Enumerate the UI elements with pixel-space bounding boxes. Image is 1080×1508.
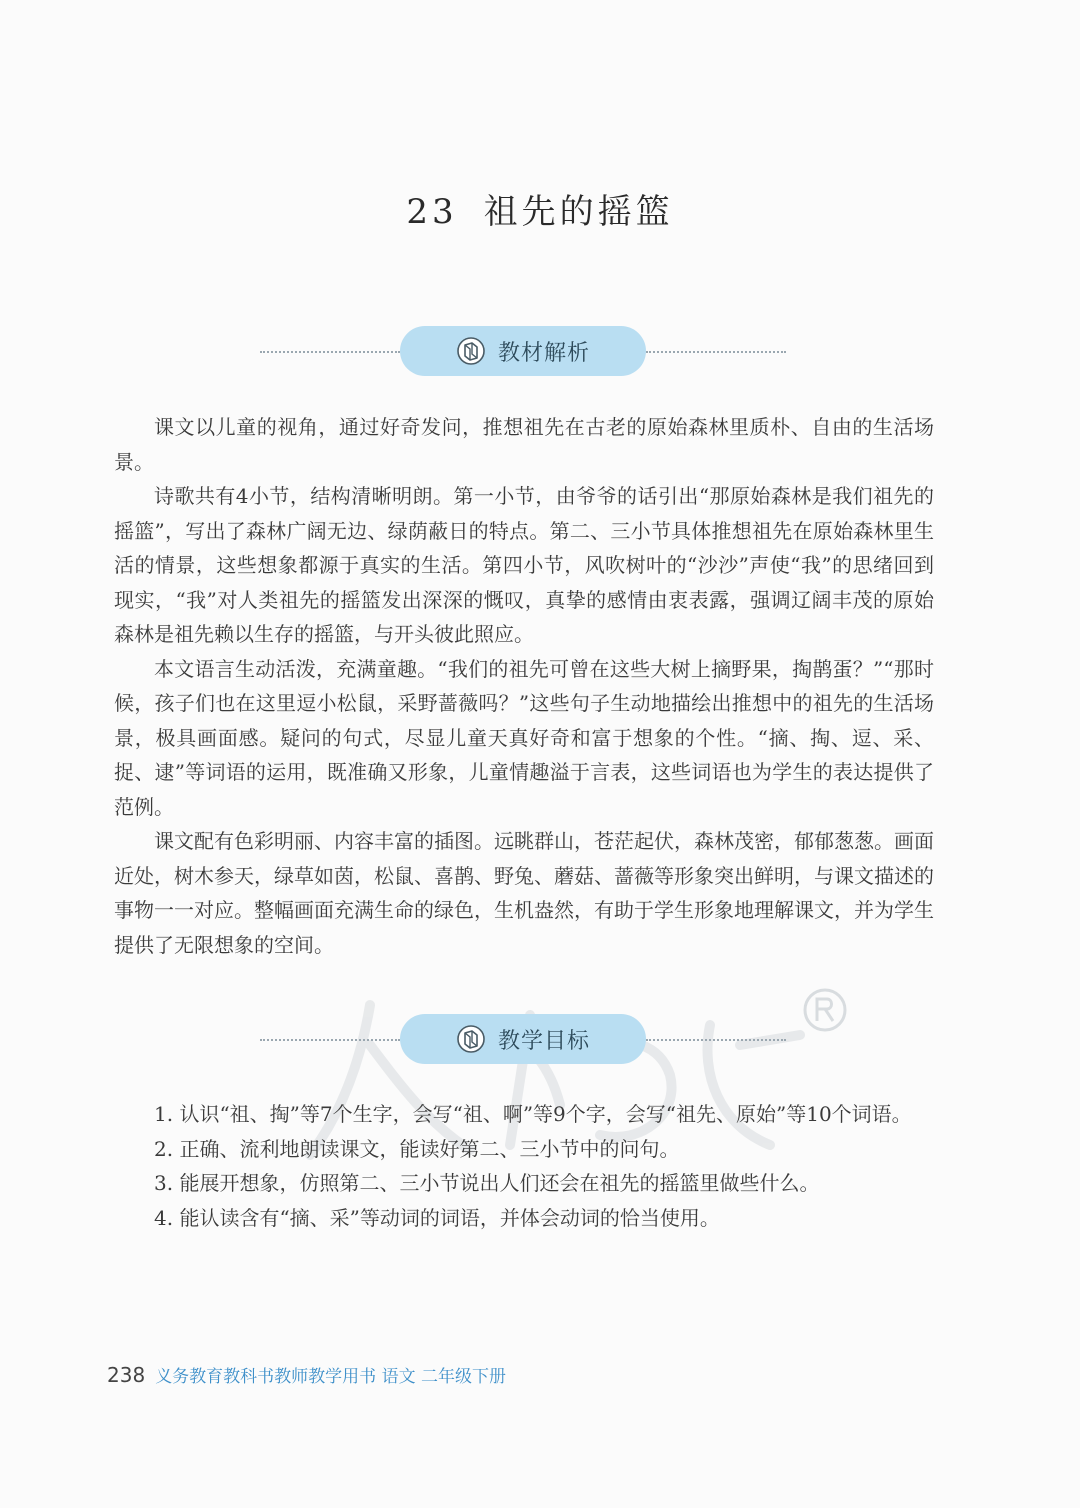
page-footer — [107, 1362, 506, 1387]
section-label: 教材解析 — [497, 340, 590, 366]
goal-item: 2. 正确、流利地朗读课文，能读好第二、三小节中的问句。 — [154, 1136, 680, 1161]
section-label: 教学目标 — [497, 1028, 590, 1054]
goal-item: 1. 认识“祖、掏”等7个生字，会写“祖、啊”等9个字，会写“祖先、原始”等10个词语。 — [154, 1102, 912, 1126]
dotted-rule — [646, 1039, 786, 1041]
textbook-icon — [456, 336, 486, 366]
dotted-rule — [260, 351, 400, 353]
dotted-rule — [260, 1039, 400, 1041]
dotted-rule — [646, 351, 786, 353]
paragraph: 课文配有色彩明丽、内容丰富的插图。远眺群山，苍茫起伏，森林茂密，郁郁葱葱。画面近处，树木参天，绿草如茵，松鼠、喜鹊、野兔、蘑菇、蔷薇等形象突出鲜明，与课文描述的事物一一对应。整幅画面充满生命的绿色，生机盎然，有助于学生形象地理解课文，并为学生提供了无限想象的空间。 — [114, 829, 934, 957]
goals-list — [114, 1097, 934, 1235]
textbook-icon — [456, 1024, 486, 1054]
section-pill — [400, 326, 646, 376]
section-header-goals — [260, 1014, 786, 1066]
page-title — [0, 184, 1080, 233]
section-pill — [400, 1014, 646, 1064]
book-title: 义务教育教科书教师教学用书 语文 二年级下册 — [155, 1367, 506, 1387]
paragraph: 课文以儿童的视角，通过好奇发问，推想祖先在古老的原始森林里质朴、自由的生活场景。 — [114, 415, 934, 474]
section-header-analysis — [260, 326, 786, 378]
analysis-text — [114, 410, 934, 962]
goal-item: 4. 能认读含有“摘、采”等动词的词语，并体会动词的恰当使用。 — [154, 1205, 720, 1230]
page-number: 238 — [107, 1363, 146, 1387]
paragraph: 诗歌共有4小节，结构清晰明朗。第一小节，由爷爷的话引出“那原始森林是我们祖先的摇篮”，写出了森林广阔无边、绿荫蔽日的特点。第二、三小节具体推想祖先在原始森林里生活的情景，这些想象都源于真实的生活。第四小节，风吹树叶的“沙沙”声使“我”的思绪回到现实，“我”对人类祖先的摇篮发出深深的慨叹，真挚的感情由衷表露，强调辽阔丰茂的原始森林是祖先赖以生存的摇篮，与开头彼此照应。 — [114, 484, 934, 646]
paragraph: 本文语言生动活泼，充满童趣。“我们的祖先可曾在这些大树上摘野果，掏鹊蛋？”“那时候，孩子们也在这里逗小松鼠，采野蔷薇吗？”这些句子生动地描绘出推想中的祖先的生活场景，极具画面感。疑问的句式，尽显儿童天真好奇和富于想象的个性。“摘、掏、逗、采、捉、逮”等词语的运用，既准确又形象，儿童情趣溢于言表，这些词语也为学生的表达提供了范例。 — [114, 656, 934, 819]
goal-item: 3. 能展开想象，仿照第二、三小节说出人们还会在祖先的摇篮里做些什么。 — [154, 1171, 820, 1195]
lesson-title: 祖先的摇篮 — [483, 192, 674, 232]
lesson-number: 23 — [406, 192, 458, 232]
